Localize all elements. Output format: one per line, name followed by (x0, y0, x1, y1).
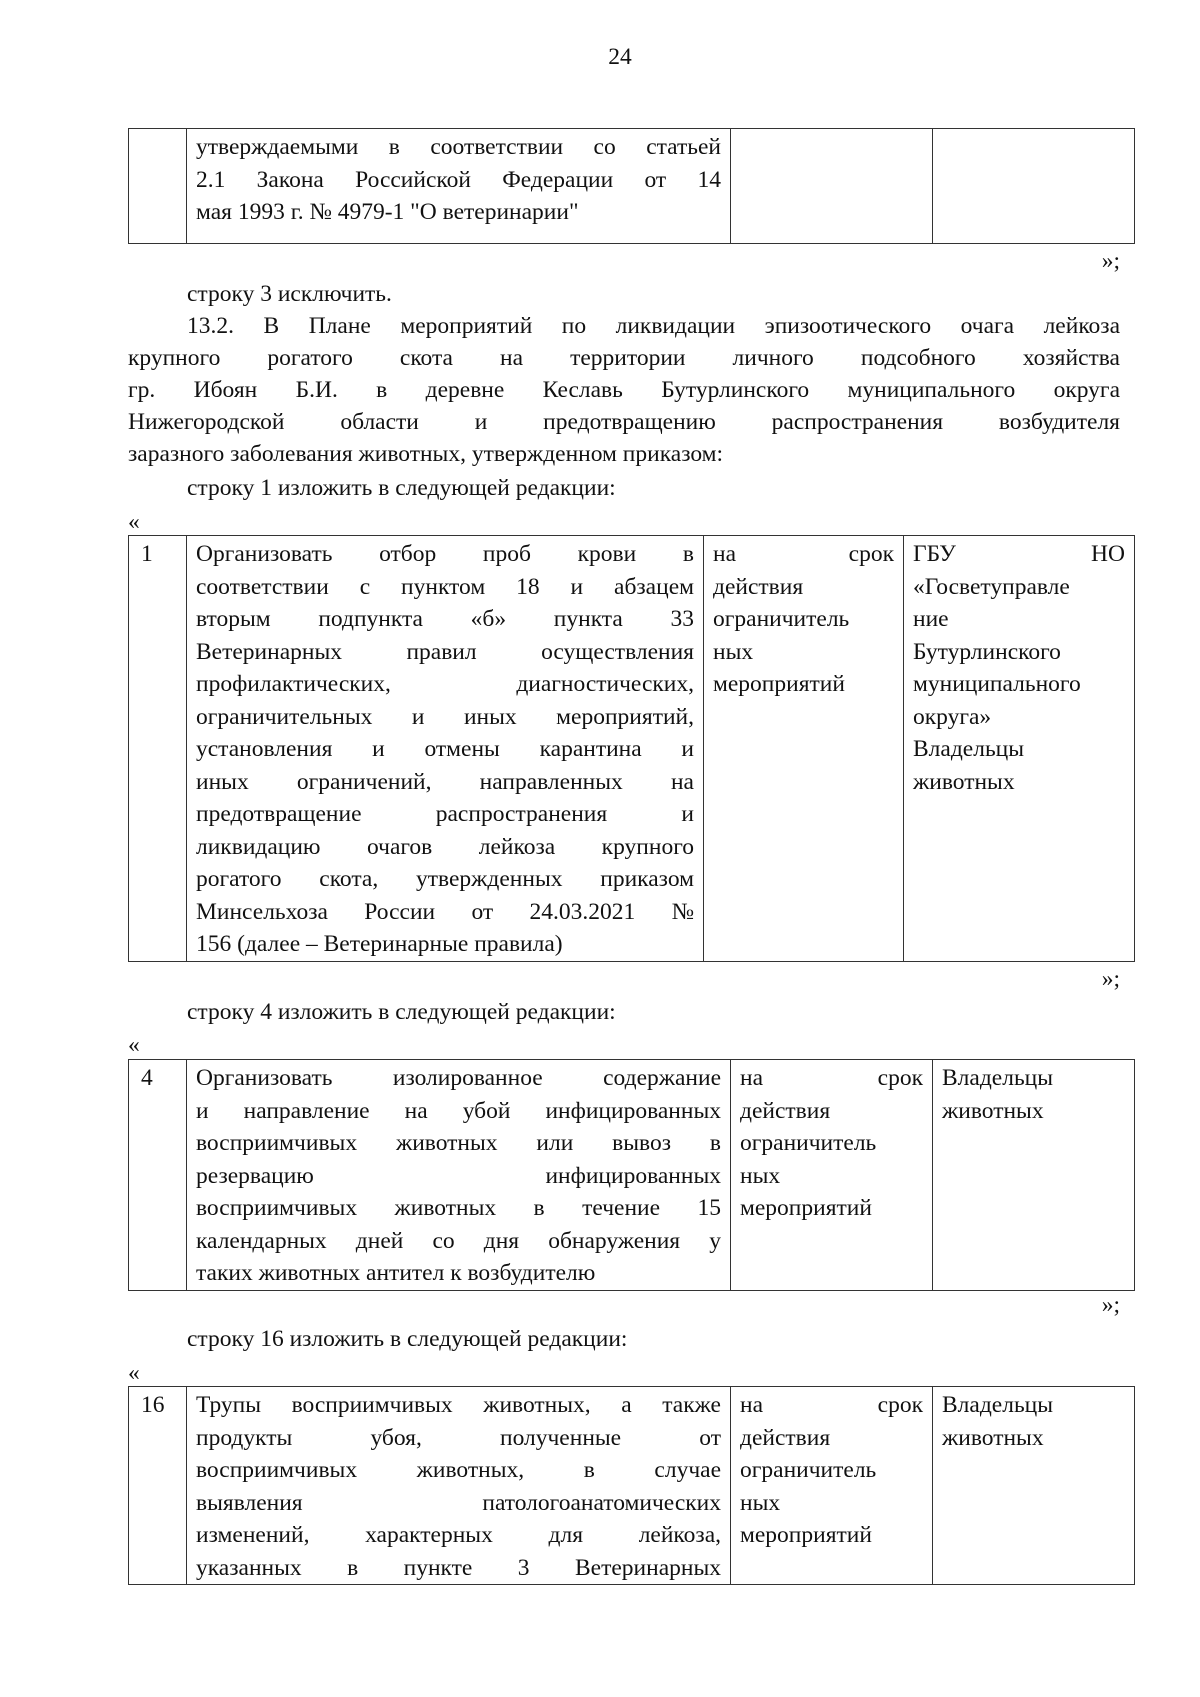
text-line: животных (913, 768, 1015, 795)
text-line: Трупы восприимчивых животных, а также (196, 1392, 721, 1418)
cell-responsible (933, 129, 1135, 244)
table-row-1 (128, 535, 1135, 962)
text-line: мероприятий (713, 671, 845, 697)
text-line: животных (942, 1097, 1044, 1124)
text-line: Нижегородской области и предотвращению распространения возбудителя (128, 409, 1120, 435)
cell-number: 16 (129, 1387, 187, 1585)
cell-number (129, 129, 187, 244)
instruction-delete-row: строку 3 исключить. (187, 281, 392, 307)
text-line: ограничитель (740, 1457, 877, 1483)
text-line: животных (942, 1424, 1044, 1451)
text-line: утверждаемыми в соответствии со статьей (196, 134, 721, 160)
cell-number: 4 (129, 1060, 187, 1291)
text-line: на срок (740, 1065, 923, 1091)
cell-responsible (933, 1387, 1135, 1585)
text-line: резервацию инфицированных (196, 1162, 721, 1189)
cell-responsible (904, 536, 1135, 962)
text-line: иных ограничений, направленных на (196, 768, 694, 795)
text-line: восприимчивых животных, в случае (196, 1457, 721, 1483)
cell-text (187, 536, 704, 962)
cell-term (731, 1387, 933, 1585)
text-line: выявления патологоанатомических (196, 1489, 721, 1516)
cell-text (187, 1060, 731, 1291)
text-line: ние (913, 606, 949, 632)
text-line: изменений, характерных для лейкоза, (196, 1522, 721, 1548)
text-line: соответствии с пунктом 18 и абзацем (196, 573, 694, 600)
cell-number: 1 (129, 536, 187, 962)
text-line: муниципального (913, 671, 1081, 697)
text-line: 13.2. В Плане мероприятий по ликвидации эпизоотического очага лейкоза (187, 313, 1120, 339)
text-line: мая 1993 г. № 4979-1 "О ветеринарии" (196, 199, 579, 225)
text-line: рогатого скота, утвержденных приказом (196, 866, 694, 892)
text-line: гр. Ибоян Б.И. в деревне Кеславь Бутурлинского муниципального округа (128, 377, 1120, 403)
text-line: Организовать отбор проб крови в (196, 541, 694, 567)
text-line: действия (740, 1424, 831, 1451)
table-row (129, 1060, 1135, 1291)
text-line: таких животных антител к возбудителю (196, 1260, 596, 1286)
instruction-row-16: строку 16 изложить в следующей редакции: (187, 1326, 628, 1352)
text-line: ГБУ НО (913, 541, 1125, 567)
text-line: календарных дней со дня обнаружения у (196, 1227, 721, 1254)
table-row-4 (128, 1059, 1135, 1291)
text-line: восприимчивых животных в течение 15 (196, 1195, 721, 1221)
text-line: Владельцы (913, 736, 1025, 762)
open-quote: « (128, 1360, 140, 1386)
text-line: продукты убоя, полученные от (196, 1424, 721, 1451)
text-line: Владельцы (942, 1065, 1054, 1091)
closing-quote: »; (1101, 1292, 1120, 1318)
cell-term (731, 1060, 933, 1291)
table-row-16 (128, 1386, 1135, 1585)
text-line: восприимчивых животных или вывоз в (196, 1130, 721, 1156)
text-line: ограничительных и иных мероприятий, (196, 703, 694, 730)
text-line: Организовать изолированное содержание (196, 1065, 721, 1091)
page-number: 24 (608, 44, 632, 70)
text-line: заразного заболевания животных, утвержденном приказом: (128, 441, 724, 467)
text-line: ных (740, 1489, 781, 1516)
text-line: предотвращение распространения и (196, 801, 694, 827)
text-line: вторым подпункта «б» пункта 33 (196, 606, 694, 632)
text-line: Ветеринарных правил осуществления (196, 638, 694, 665)
text-line: на срок (713, 541, 894, 567)
cell-text (187, 129, 731, 244)
text-line: действия (713, 573, 804, 600)
cell-text (187, 1387, 731, 1585)
text-line: ликвидацию очагов лейкоза крупного (196, 833, 694, 860)
text-line: 2.1 Закона Российской Федерации от 14 (196, 166, 721, 193)
open-quote: « (128, 509, 140, 535)
table-row (129, 1387, 1135, 1585)
text-line: Владельцы (942, 1392, 1054, 1418)
cell-responsible (933, 1060, 1135, 1291)
text-line: Бутурлинского (913, 638, 1061, 665)
paragraph-13-2 (128, 310, 1120, 470)
table-row (129, 536, 1135, 962)
text-line: крупного рогатого скота на территории личного подсобного хозяйства (128, 345, 1120, 371)
text-line: ограничитель (740, 1130, 877, 1156)
text-line: и направление на убой инфицированных (196, 1097, 721, 1124)
text-line: мероприятий (740, 1522, 872, 1548)
open-quote: « (128, 1032, 140, 1058)
closing-quote: »; (1101, 248, 1120, 274)
text-line: указанных в пункте 3 Ветеринарных (196, 1554, 721, 1581)
text-line: мероприятий (740, 1195, 872, 1221)
cell-term (731, 129, 933, 244)
text-line: действия (740, 1097, 831, 1124)
text-line: Минсельхоза России от 24.03.2021 № (196, 898, 694, 925)
cell-term (704, 536, 904, 962)
instruction-row-4: строку 4 изложить в следующей редакции: (187, 999, 616, 1025)
text-line: ных (713, 638, 754, 665)
text-line: профилактических, диагностических, (196, 671, 694, 697)
table-row (129, 129, 1135, 244)
text-line: на срок (740, 1392, 923, 1418)
instruction-row-1: строку 1 изложить в следующей редакции: (187, 475, 616, 501)
text-line: «Госветуправле (913, 573, 1070, 600)
closing-quote: »; (1101, 966, 1120, 992)
table-top-fragment (128, 128, 1135, 244)
text-line: ограничитель (713, 606, 850, 632)
text-line: установления и отмены карантина и (196, 736, 694, 762)
text-line: округа» (913, 703, 992, 730)
text-line: 156 (далее – Ветеринарные правила) (196, 931, 563, 957)
text-line: ных (740, 1162, 781, 1189)
